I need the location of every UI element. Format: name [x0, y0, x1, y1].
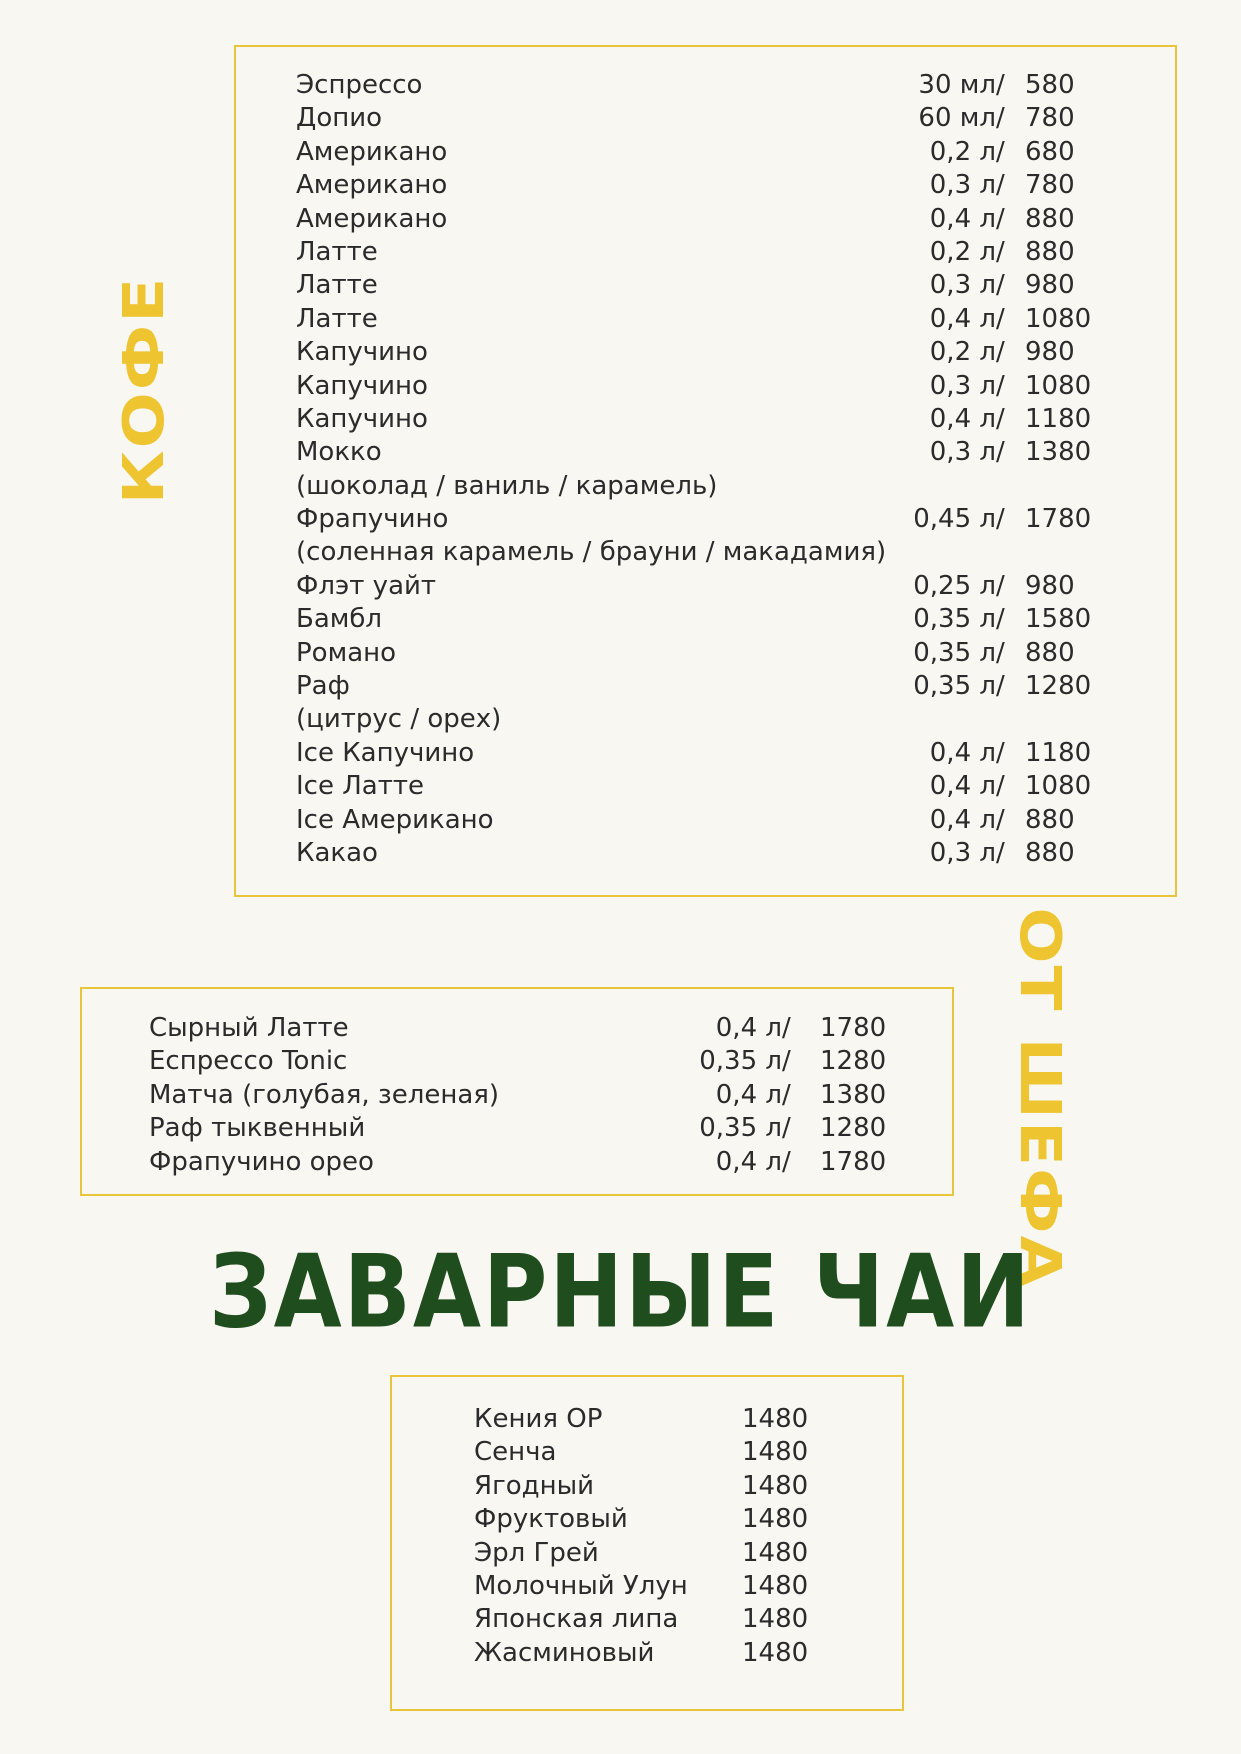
- coffee-item-volume: 0,35 л: [913, 671, 996, 702]
- coffee-item-separator: /: [996, 203, 1005, 234]
- coffee-item-price: 880: [1025, 236, 1075, 267]
- chef-item-volume: 0,4 л: [715, 1013, 782, 1043]
- coffee-item-name: Раф: [296, 671, 350, 702]
- coffee-item-volume: 30 мл: [918, 70, 996, 100]
- coffee-item-name: Бамбл: [296, 604, 383, 635]
- chef-item-price: 1280: [820, 1113, 887, 1144]
- coffee-item: [296, 370, 1116, 403]
- tea-item: [474, 1537, 854, 1570]
- tea-item: [474, 1637, 854, 1670]
- coffee-item: [296, 436, 1116, 469]
- coffee-item-price: 1180: [1025, 737, 1092, 768]
- coffee-item-separator: /: [996, 337, 1005, 368]
- coffee-item-name: Капучино: [296, 337, 428, 368]
- coffee-item: [296, 637, 1116, 670]
- coffee-item: [296, 570, 1116, 603]
- coffee-item-name: Латте: [296, 303, 378, 334]
- coffee-item-separator: /: [996, 504, 1005, 535]
- coffee-item-volume: 0,4 л: [929, 303, 996, 334]
- coffee-item-price: 1080: [1025, 370, 1092, 401]
- coffee-item-name: Американо: [296, 136, 448, 167]
- coffee-item-name: Допио: [296, 103, 383, 134]
- coffee-item-separator: /: [996, 70, 1005, 100]
- coffee-item-price: 780: [1025, 103, 1075, 134]
- tea-item-price: 1480: [742, 1437, 809, 1468]
- coffee-item-price: 1380: [1025, 437, 1092, 468]
- chef-item-price: 1780: [820, 1013, 887, 1043]
- coffee-item-name: (шоколад / ваниль / карамель): [296, 470, 718, 501]
- coffee-item-price: 780: [1025, 170, 1075, 201]
- coffee-item-price: 1080: [1025, 303, 1092, 334]
- tea-item-name: Кения ОР: [474, 1404, 603, 1434]
- coffee-title: КОФЕ: [111, 275, 177, 505]
- tea-item-price: 1480: [742, 1570, 809, 1601]
- tea-item-name: Молочный Улун: [474, 1570, 688, 1601]
- coffee-item-price: 880: [1025, 637, 1075, 668]
- coffee-item-volume: 0,2 л: [929, 136, 996, 167]
- chef-title: ОТ ШЕФА: [1007, 907, 1073, 1289]
- coffee-item-separator: /: [996, 236, 1005, 267]
- coffee-item: [296, 336, 1116, 369]
- tea-item: [474, 1470, 854, 1503]
- coffee-item-name: Ice Американо: [296, 804, 494, 835]
- chef-item: [149, 1012, 909, 1045]
- tea-item-price: 1480: [742, 1537, 809, 1568]
- chef-item-separator: /: [782, 1079, 791, 1110]
- chef-item-name: Фрапучино орео: [149, 1146, 374, 1177]
- tea-item-name: Ягодный: [474, 1470, 595, 1501]
- coffee-item-name: Эспрессо: [296, 70, 423, 100]
- chef-item-volume: 0,4 л: [715, 1146, 782, 1177]
- chef-item-separator: /: [782, 1146, 791, 1177]
- coffee-item: [296, 136, 1116, 169]
- coffee-item-separator: /: [996, 437, 1005, 468]
- coffee-item-name: Американо: [296, 203, 448, 234]
- chef-item: [149, 1112, 909, 1145]
- coffee-item-price: 680: [1025, 136, 1075, 167]
- coffee-item-name: Фрапучино: [296, 504, 449, 535]
- coffee-item-price: 880: [1025, 203, 1075, 234]
- coffee-item-separator: /: [996, 804, 1005, 835]
- coffee-item-volume: 0,4 л: [929, 403, 996, 434]
- coffee-item-name: Латте: [296, 236, 378, 267]
- coffee-item-name: (цитрус / орех): [296, 704, 502, 735]
- coffee-item-volume: 0,4 л: [929, 203, 996, 234]
- coffee-item: [296, 703, 1116, 736]
- coffee-item-separator: /: [996, 370, 1005, 401]
- coffee-item-volume: 0,25 л: [913, 570, 996, 601]
- tea-item-name: Сенча: [474, 1437, 557, 1468]
- coffee-item-price: 1280: [1025, 671, 1092, 702]
- chef-item-price: 1280: [820, 1046, 887, 1077]
- coffee-item-name: Ice Латте: [296, 771, 424, 802]
- chef-item: [149, 1079, 909, 1112]
- chef-item: [149, 1146, 909, 1179]
- coffee-item-volume: 0,3 л: [929, 270, 996, 301]
- coffee-item-volume: 0,35 л: [913, 604, 996, 635]
- coffee-item-name: Ice Капучино: [296, 737, 475, 768]
- tea-item-price: 1480: [742, 1637, 809, 1668]
- chef-item-name: Еспрессо Tonic: [149, 1046, 348, 1077]
- coffee-item-separator: /: [996, 771, 1005, 802]
- coffee-item-separator: /: [996, 604, 1005, 635]
- coffee-item-name: Флэт уайт: [296, 570, 437, 601]
- coffee-item-separator: /: [996, 570, 1005, 601]
- coffee-item-name: Мокко: [296, 437, 382, 468]
- coffee-item-separator: /: [996, 671, 1005, 702]
- tea-item: [474, 1603, 854, 1636]
- coffee-item: [296, 269, 1116, 302]
- coffee-item: [296, 236, 1116, 269]
- coffee-item-price: 1780: [1025, 504, 1092, 535]
- chef-item-name: Сырный Латте: [149, 1013, 349, 1043]
- tea-item-price: 1480: [742, 1404, 809, 1434]
- coffee-item: [296, 169, 1116, 202]
- tea-title: ЗАВАРНЫЕ ЧАИ: [209, 1232, 1032, 1351]
- coffee-menu-list: [296, 69, 1116, 870]
- coffee-item-name: Какао: [296, 837, 378, 868]
- coffee-item-volume: 0,3 л: [929, 170, 996, 201]
- coffee-item-separator: /: [996, 737, 1005, 768]
- coffee-item: [296, 470, 1116, 503]
- coffee-item-separator: /: [996, 136, 1005, 167]
- chef-item-price: 1380: [820, 1079, 887, 1110]
- coffee-item-volume: 0,35 л: [913, 637, 996, 668]
- tea-item-price: 1480: [742, 1470, 809, 1501]
- coffee-item: [296, 203, 1116, 236]
- coffee-item: [296, 837, 1116, 870]
- tea-item: [474, 1570, 854, 1603]
- tea-item-name: Японская липа: [474, 1604, 679, 1635]
- coffee-item-price: 1080: [1025, 771, 1092, 802]
- coffee-item-name: Капучино: [296, 370, 428, 401]
- coffee-item-volume: 60 мл: [918, 103, 996, 134]
- tea-item-price: 1480: [742, 1504, 809, 1535]
- coffee-item: [296, 403, 1116, 436]
- coffee-item-volume: 0,4 л: [929, 737, 996, 768]
- coffee-item-separator: /: [996, 270, 1005, 301]
- coffee-item-volume: 0,4 л: [929, 804, 996, 835]
- coffee-item: [296, 102, 1116, 135]
- tea-item: [474, 1503, 854, 1536]
- coffee-item-volume: 0,3 л: [929, 370, 996, 401]
- coffee-item-name: Романо: [296, 637, 397, 668]
- coffee-item-price: 980: [1025, 270, 1075, 301]
- tea-item: [474, 1436, 854, 1469]
- coffee-item-separator: /: [996, 303, 1005, 334]
- coffee-item-name: (соленная карамель / брауни / макадамия): [296, 537, 887, 568]
- coffee-item: [296, 804, 1116, 837]
- chef-item-price: 1780: [820, 1146, 887, 1177]
- coffee-item-separator: /: [996, 837, 1005, 868]
- coffee-item-price: 980: [1025, 570, 1075, 601]
- tea-menu-list: [474, 1403, 854, 1670]
- chef-item-name: Матча (голубая, зеленая): [149, 1079, 500, 1110]
- coffee-item-volume: 0,2 л: [929, 236, 996, 267]
- chef-item-separator: /: [782, 1013, 791, 1043]
- coffee-item: [296, 670, 1116, 703]
- coffee-item-volume: 0,45 л: [913, 504, 996, 535]
- coffee-item-volume: 0,3 л: [929, 437, 996, 468]
- coffee-item-price: 880: [1025, 837, 1075, 868]
- coffee-item: [296, 503, 1116, 536]
- coffee-item-name: Американо: [296, 170, 448, 201]
- tea-item: [474, 1403, 854, 1436]
- coffee-item-separator: /: [996, 403, 1005, 434]
- coffee-item-price: 1180: [1025, 403, 1092, 434]
- chef-item-name: Раф тыквенный: [149, 1113, 366, 1144]
- coffee-item: [296, 770, 1116, 803]
- chef-item-separator: /: [782, 1113, 791, 1144]
- tea-item-price: 1480: [742, 1604, 809, 1635]
- tea-item-name: Фруктовый: [474, 1504, 628, 1535]
- coffee-item-separator: /: [996, 637, 1005, 668]
- coffee-item: [296, 536, 1116, 569]
- coffee-item-name: Капучино: [296, 403, 428, 434]
- chef-item-volume: 0,35 л: [699, 1046, 782, 1077]
- coffee-item-name: Латте: [296, 270, 378, 301]
- chef-item-volume: 0,35 л: [699, 1113, 782, 1144]
- coffee-item-volume: 0,4 л: [929, 771, 996, 802]
- coffee-item: [296, 69, 1116, 102]
- coffee-item-price: 1580: [1025, 604, 1092, 635]
- coffee-item-price: 880: [1025, 804, 1075, 835]
- coffee-item-volume: 0,2 л: [929, 337, 996, 368]
- coffee-item: [296, 303, 1116, 336]
- coffee-item-price: 980: [1025, 337, 1075, 368]
- chef-menu-list: [149, 1012, 909, 1179]
- chef-item-separator: /: [782, 1046, 791, 1077]
- coffee-item: [296, 737, 1116, 770]
- coffee-item-volume: 0,3 л: [929, 837, 996, 868]
- chef-item-volume: 0,4 л: [715, 1079, 782, 1110]
- coffee-item-price: 580: [1025, 70, 1075, 100]
- tea-item-name: Жасминовый: [474, 1637, 655, 1668]
- chef-item: [149, 1045, 909, 1078]
- coffee-item-separator: /: [996, 170, 1005, 201]
- coffee-item-separator: /: [996, 103, 1005, 134]
- coffee-item: [296, 603, 1116, 636]
- tea-item-name: Эрл Грей: [474, 1537, 599, 1568]
